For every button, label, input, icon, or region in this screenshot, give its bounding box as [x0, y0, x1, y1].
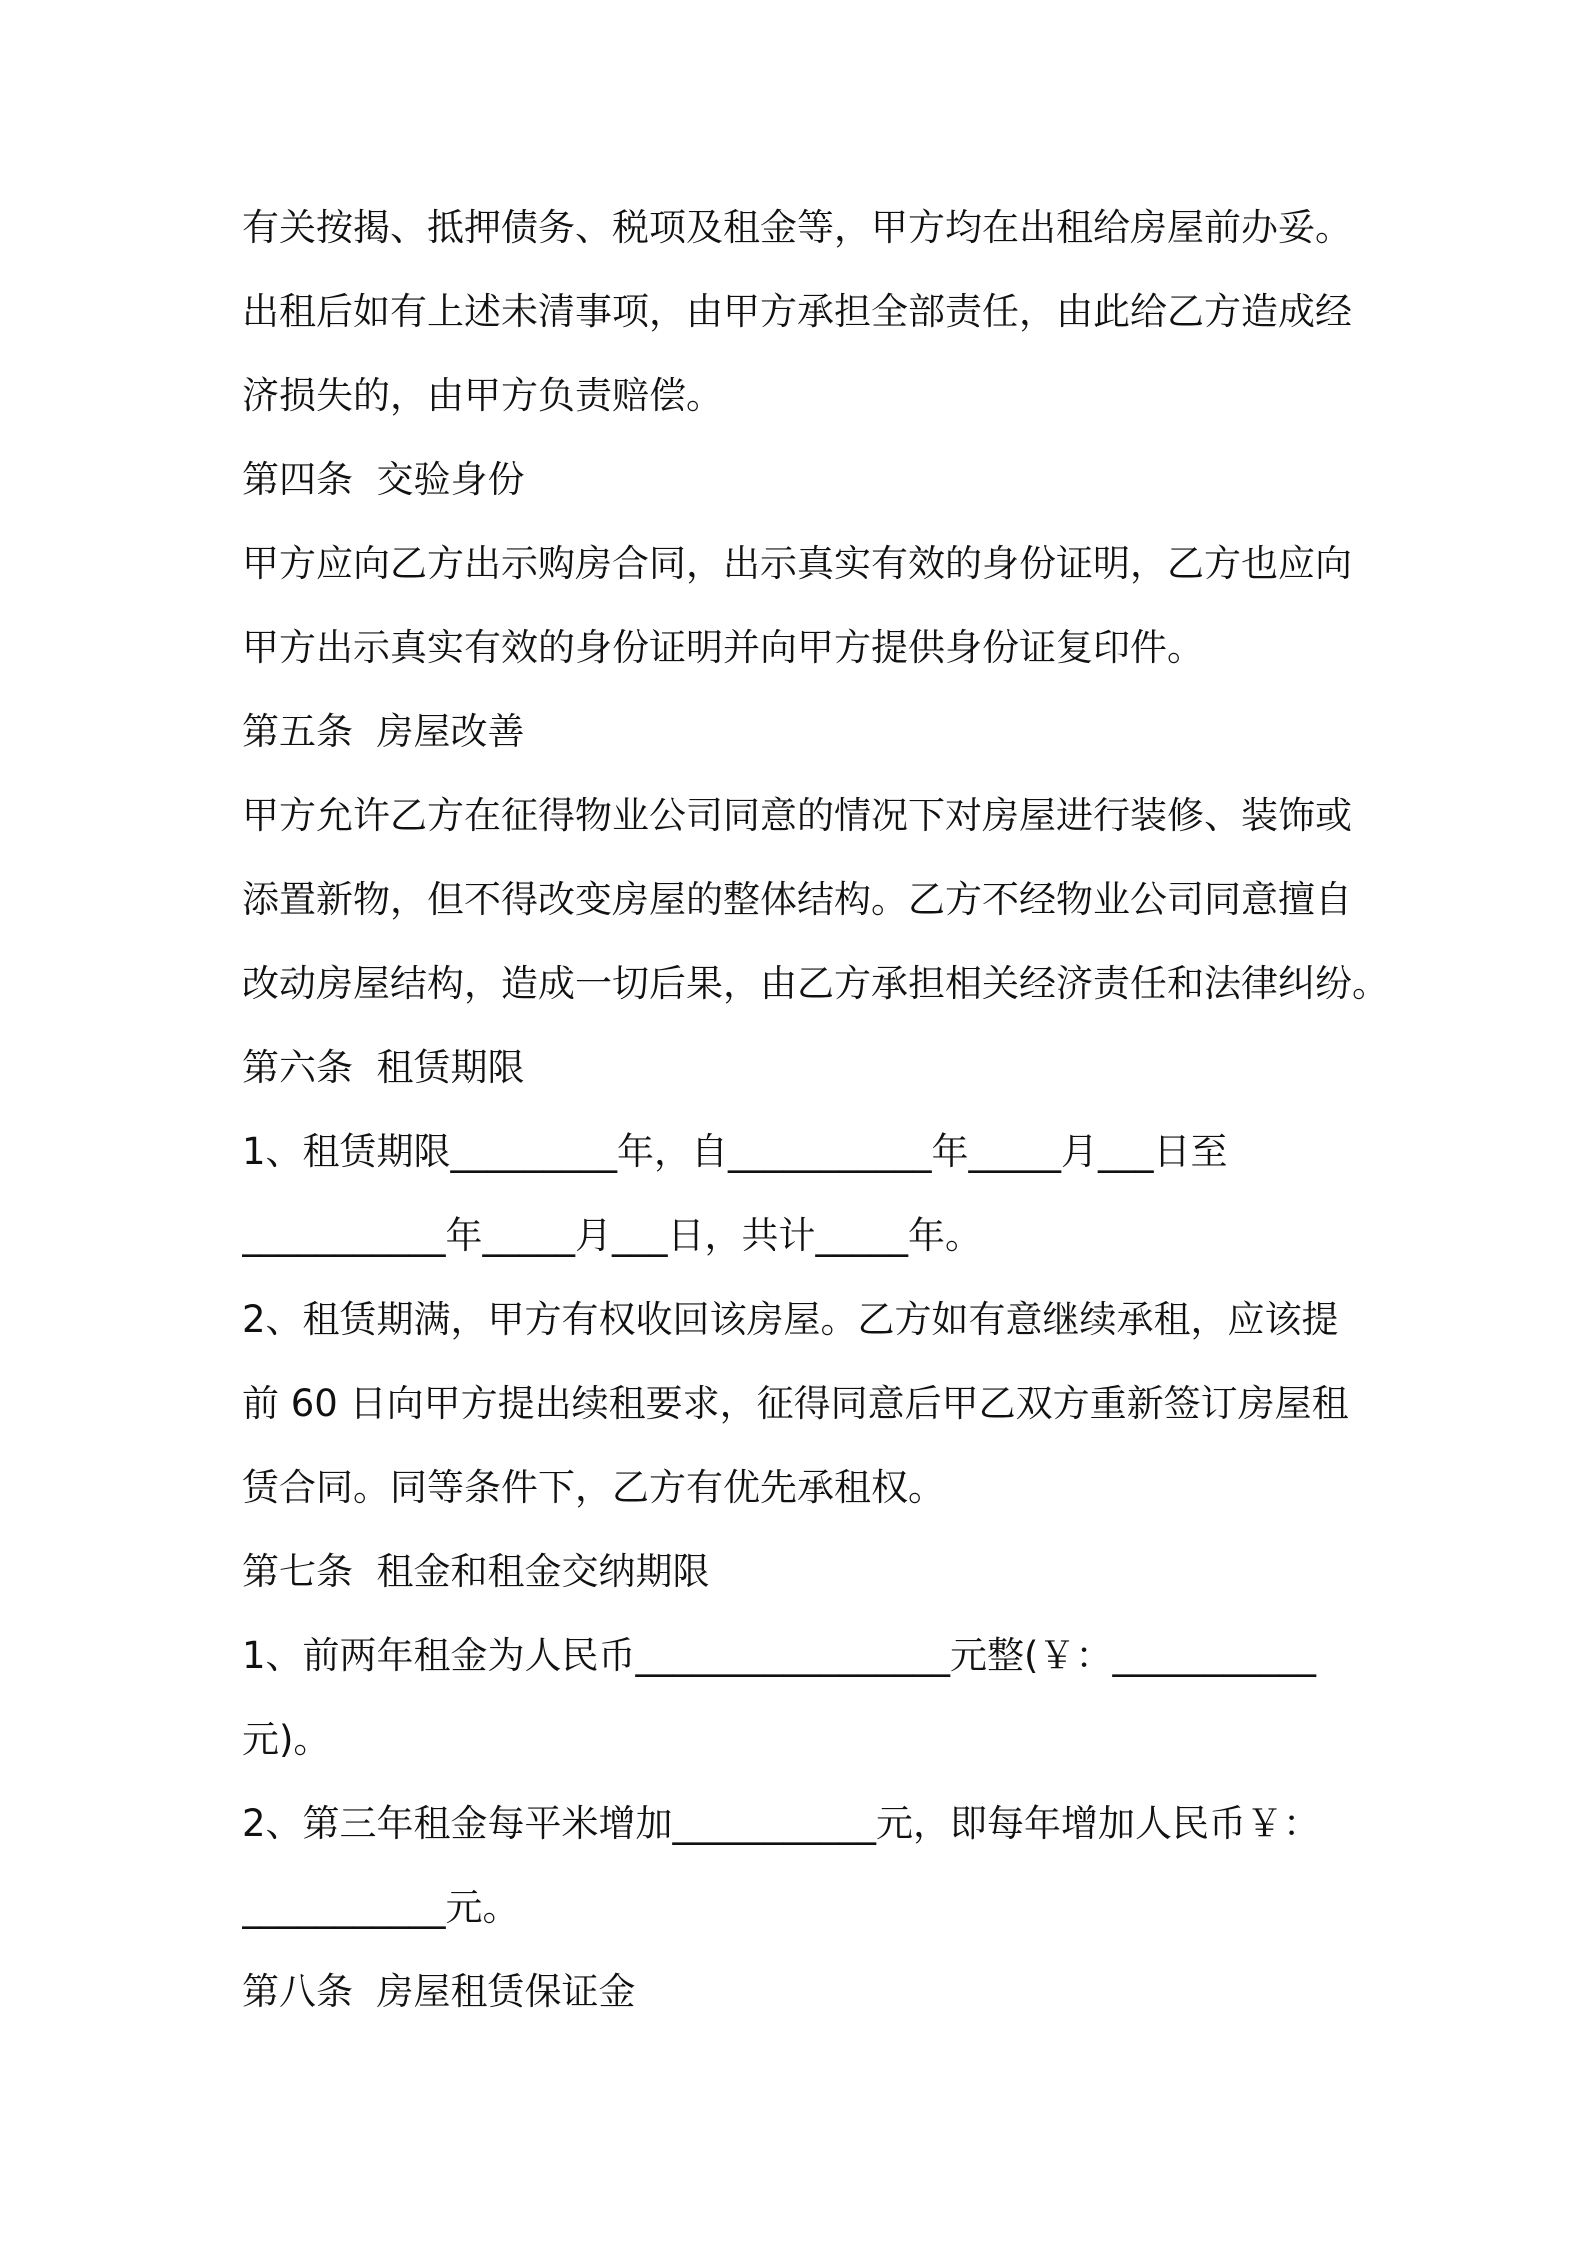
article-5-section — [242, 690, 1436, 1026]
article-6-section — [242, 1026, 1436, 1530]
article-7-heading: 第七条 租金和租金交纳期限 — [242, 1550, 710, 1593]
article-7-section — [242, 1530, 1436, 1950]
text-line: 前 60 日向甲方提出续租要求，征得同意后甲乙双方重新签订房屋租 — [242, 1382, 1349, 1425]
text-line: 有关按揭、抵押债务、税项及租金等，甲方均在出租给房屋前办妥。 — [242, 206, 1352, 249]
text-line: 出租后如有上述未清事项，由甲方承担全部责任，由此给乙方造成经 — [242, 290, 1352, 333]
text-line: 赁合同。同等条件下，乙方有优先承租权。 — [242, 1466, 945, 1509]
article-8-heading: 第八条 房屋租赁保证金 — [242, 1970, 636, 2013]
rent-increase-line: ___________元。 — [242, 1886, 520, 1929]
rent-amount-line: 元)。 — [242, 1718, 331, 1761]
article-8-section — [242, 1950, 1436, 2034]
text-line: 甲方应向乙方出示购房合同，出示真实有效的身份证明，乙方也应向 — [242, 542, 1352, 585]
rent-amount-line: 1、前两年租金为人民币_________________元整(￥：___________ — [242, 1634, 1316, 1677]
intro-paragraph — [242, 186, 1436, 438]
text-line: 济损失的，由甲方负责赔偿。 — [242, 374, 723, 417]
text-line: 甲方出示真实有效的身份证明并向甲方提供身份证复印件。 — [242, 626, 1204, 669]
article-4-section — [242, 438, 1436, 690]
article-4-heading: 第四条 交验身份 — [242, 458, 525, 501]
text-line: 添置新物，但不得改变房屋的整体结构。乙方不经物业公司同意擅自 — [242, 878, 1352, 921]
rent-increase-line: 2、第三年租金每平米增加___________元，即每年增加人民币￥： — [242, 1802, 1321, 1845]
article-5-heading: 第五条 房屋改善 — [242, 710, 525, 753]
text-line: 甲方允许乙方在征得物业公司同意的情况下对房屋进行装修、装饰或 — [242, 794, 1352, 837]
article-6-heading: 第六条 租赁期限 — [242, 1046, 525, 1089]
text-line: 改动房屋结构，造成一切后果，由乙方承担相关经济责任和法律纠纷。 — [242, 962, 1389, 1005]
lease-term-line: ___________年_____月___日，共计_____年。 — [242, 1214, 982, 1257]
lease-term-line: 1、租赁期限_________年，自___________年_____月___日至 — [242, 1130, 1228, 1173]
text-line: 2、租赁期满，甲方有权收回该房屋。乙方如有意继续承租，应该提 — [242, 1298, 1339, 1341]
